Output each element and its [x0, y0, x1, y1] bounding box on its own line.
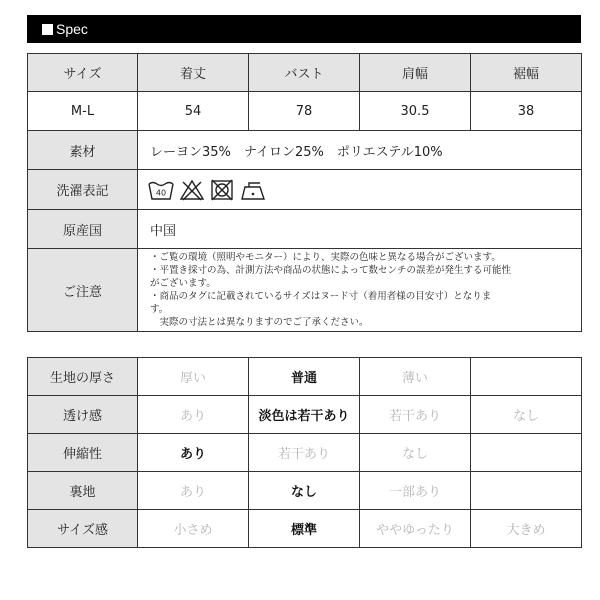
- size-header-row: [28, 54, 582, 92]
- washing-icons-cell: [138, 170, 582, 210]
- feel-label: 透け感: [28, 396, 138, 434]
- care-symbols: [138, 179, 581, 201]
- size-value-label: M-L: [28, 92, 138, 131]
- spec-table: [27, 53, 582, 332]
- size-column-header: 着丈: [138, 54, 249, 92]
- feel-option: あり: [138, 434, 249, 472]
- material-label: 素材: [28, 131, 138, 170]
- feel-option: 淡色は若干あり: [249, 396, 360, 434]
- feel-option: [471, 472, 582, 510]
- feel-option: あり: [138, 396, 249, 434]
- feel-label: 生地の厚さ: [28, 358, 138, 396]
- wash-40-tub-icon: [148, 179, 174, 201]
- size-column-header: バスト: [249, 54, 360, 92]
- size-value: 54: [138, 92, 249, 131]
- square-bullet-icon: [42, 24, 53, 35]
- spec-header-bar: [27, 15, 581, 43]
- note-line: ・商品のタグに記載されているサイズはヌード寸（着用者様の目安寸）となりま: [150, 291, 492, 302]
- feel-option: 一部あり: [360, 472, 471, 510]
- iron-low-icon: [240, 179, 266, 201]
- origin-label: 原産国: [28, 210, 138, 249]
- notes-row: [28, 249, 582, 332]
- feel-option: 普通: [249, 358, 360, 396]
- feel-row-sheerness: [28, 396, 582, 434]
- notes-text: [138, 249, 582, 332]
- feel-option: 若干あり: [360, 396, 471, 434]
- feel-option: 若干あり: [249, 434, 360, 472]
- size-column-header: 肩幅: [360, 54, 471, 92]
- feel-option: 薄い: [360, 358, 471, 396]
- note-line: す。: [150, 304, 169, 315]
- fabric-feel-table: [27, 357, 582, 548]
- feel-row-lining: [28, 472, 582, 510]
- washing-row: [28, 170, 582, 210]
- material-value: レーヨン35% ナイロン25% ポリエステル10%: [138, 131, 582, 170]
- origin-value: 中国: [138, 210, 582, 249]
- wash-temp-text: 40: [155, 188, 167, 197]
- feel-row-thickness: [28, 358, 582, 396]
- feel-option: なし: [360, 434, 471, 472]
- notes-label: ご注意: [28, 249, 138, 332]
- size-value-row: [28, 92, 582, 131]
- feel-label: 裏地: [28, 472, 138, 510]
- feel-option: 厚い: [138, 358, 249, 396]
- size-value: 78: [249, 92, 360, 131]
- material-row: [28, 131, 582, 170]
- feel-option: なし: [471, 396, 582, 434]
- washing-label: 洗濯表記: [28, 170, 138, 210]
- note-line: ・ご覧の環境（照明やモニター）により、実際の色味と異なる場合がございます。: [150, 252, 501, 263]
- size-label: サイズ: [28, 54, 138, 92]
- feel-label: 伸縮性: [28, 434, 138, 472]
- feel-option: 大きめ: [471, 510, 582, 548]
- feel-option: [471, 434, 582, 472]
- origin-row: [28, 210, 582, 249]
- size-column-header: 裾幅: [471, 54, 582, 92]
- feel-option: なし: [249, 472, 360, 510]
- feel-option: 小さめ: [138, 510, 249, 548]
- feel-option: あり: [138, 472, 249, 510]
- note-line: がございます。: [150, 278, 216, 289]
- feel-option: ややゆったり: [360, 510, 471, 548]
- note-line: 実際の寸法とは異なりますのでご了承ください。: [150, 317, 369, 328]
- note-line: ・平置き採寸の為、計測方法や商品の状態によって数センチの誤差が発生する可能性: [150, 265, 512, 276]
- feel-row-fit: [28, 510, 582, 548]
- feel-option: 標準: [249, 510, 360, 548]
- no-tumble-dry-icon: [210, 179, 234, 201]
- size-value: 30.5: [360, 92, 471, 131]
- no-bleach-icon: [180, 179, 204, 201]
- spec-header-title: Spec: [56, 21, 88, 37]
- feel-row-stretch: [28, 434, 582, 472]
- feel-label: サイズ感: [28, 510, 138, 548]
- size-value: 38: [471, 92, 582, 131]
- feel-option: [471, 358, 582, 396]
